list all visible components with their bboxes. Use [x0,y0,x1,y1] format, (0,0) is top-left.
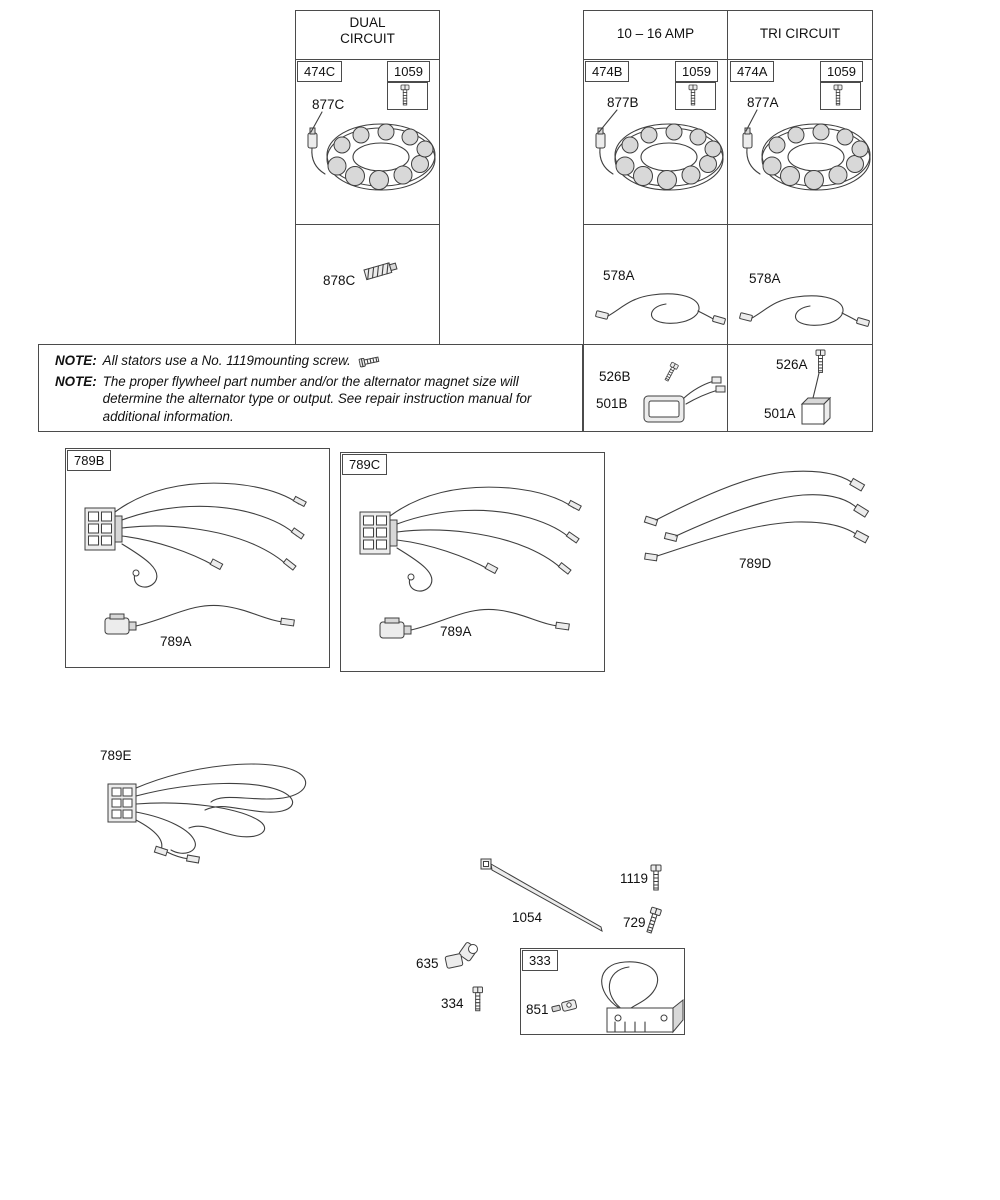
panel-title-amp [583,26,728,42]
screw-cell-dual [387,82,428,110]
panel-dual-brush [295,224,440,345]
screw-icon-334 [473,987,483,1011]
part-label-578a-amp: 578A [603,268,635,283]
ref-box-474c: 474C [297,61,342,82]
screw-cell-tri [820,82,861,110]
note-2-text: The proper flywheel part number and/or the alternator magnet size will determine the alternator type or output. See repair instruction manual for additional information. [102,373,532,424]
note-2-label: NOTE: [55,373,97,389]
part-label-789a-b: 789A [160,634,192,649]
note-content [39,345,582,431]
part-label-877a: 877A [747,95,779,110]
part-label-789a-c: 789A [440,624,472,639]
harness-box-789c [340,452,605,672]
ref-box-1059-tri: 1059 [820,61,863,82]
ref-box-1059-dual: 1059 [387,61,430,82]
note-1 [55,352,572,370]
ref-box-1059-amp: 1059 [675,61,718,82]
panel-title-tri-text: TRI CIRCUIT [759,26,841,41]
part-label-526b: 526B [599,369,631,384]
part-label-526a: 526A [776,357,808,372]
part-label-729: 729 [623,915,646,930]
screw-icon-729 [644,907,661,934]
ref-box-474b: 474B [585,61,629,82]
harness-drawing-789e [108,764,306,863]
screw-icon-1119 [651,865,661,890]
panel-amp-wire [583,224,728,345]
panel-amp-regulator [583,344,728,432]
screw-cell-amp [675,82,716,110]
panel-title-amp-text: 10 – 16 AMP [616,26,695,41]
part-label-877b: 877B [607,95,639,110]
part-label-851: 851 [526,1002,549,1017]
ref-box-789b: 789B [67,450,111,471]
part-label-578a-tri: 578A [749,271,781,286]
part-label-877c: 877C [312,97,345,112]
note-1-label: NOTE: [55,353,97,368]
part-label-1054: 1054 [512,910,543,925]
part-label-501b: 501B [596,396,628,411]
panel-title-dual-text: DUAL CIRCUIT [340,15,395,46]
part-label-334: 334 [441,996,464,1011]
note-box [38,344,583,432]
panel-title-dual [295,15,440,47]
part-label-878c: 878C [323,273,356,288]
elbow-drawing-635 [445,942,478,969]
ref-box-333: 333 [522,950,558,971]
part-label-635: 635 [416,956,439,971]
part-label-1119: 1119 [620,871,649,886]
note-1-text: All stators use a No. 1119mounting screw. [102,353,351,368]
panel-title-tri [727,26,873,42]
screw-icon [358,354,382,368]
part-label-789d: 789D [739,556,772,571]
part-label-789e: 789E [100,748,132,763]
part-label-501a: 501A [764,406,796,421]
ref-box-474a: 474A [730,61,774,82]
harness-box-789b [65,448,330,668]
harness-drawing-789d [644,471,868,561]
ref-box-789c: 789C [342,454,387,475]
note-2 [55,373,572,426]
